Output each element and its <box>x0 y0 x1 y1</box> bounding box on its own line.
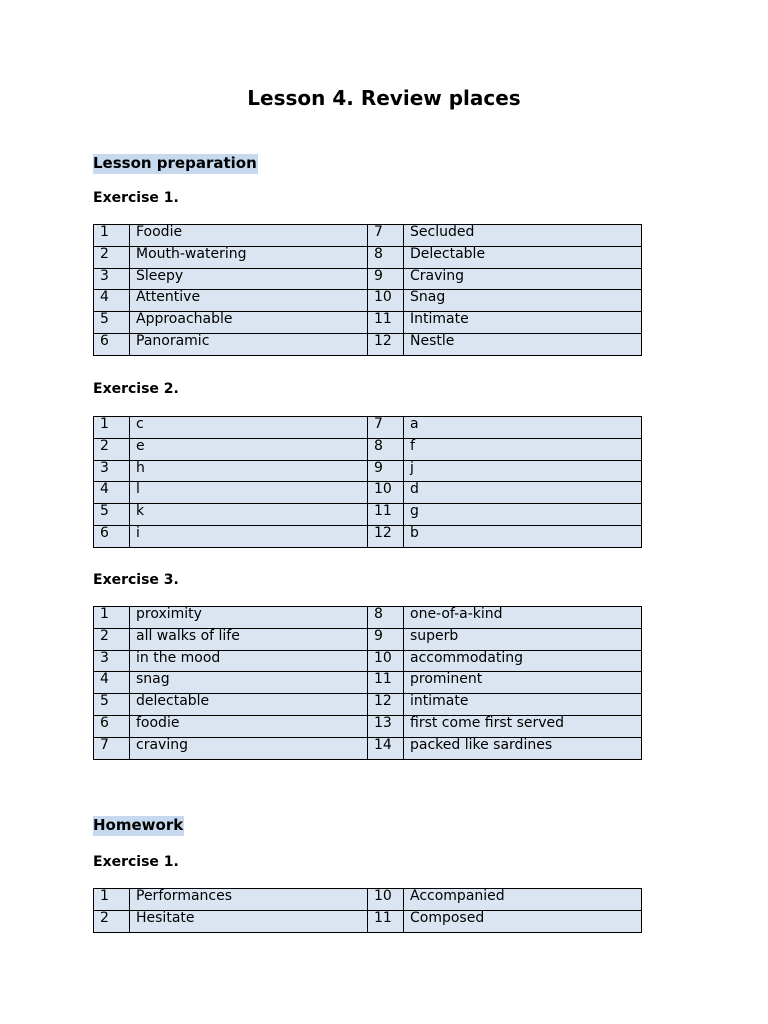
table-row <box>94 333 642 355</box>
exercise-heading: Exercise 2. <box>93 381 179 397</box>
item-number: 2 <box>94 628 130 650</box>
table-row <box>94 225 642 247</box>
item-number: 1 <box>94 607 130 629</box>
item-answer: Attentive <box>130 290 368 312</box>
item-answer: packed like sardines <box>404 737 642 759</box>
table-row <box>94 650 642 672</box>
table-row <box>94 889 642 911</box>
item-answer: l <box>130 482 368 504</box>
table-row <box>94 438 642 460</box>
item-answer: Nestle <box>404 333 642 355</box>
item-answer: Accompanied <box>404 889 642 911</box>
table-row <box>94 482 642 504</box>
item-answer: all walks of life <box>130 628 368 650</box>
item-number: 11 <box>368 910 404 932</box>
item-number: 4 <box>94 290 130 312</box>
table-row <box>94 715 642 737</box>
item-number: 2 <box>94 246 130 268</box>
item-answer: one-of-a-kind <box>404 607 642 629</box>
item-answer: proximity <box>130 607 368 629</box>
table-row <box>94 607 642 629</box>
table-row <box>94 628 642 650</box>
item-answer: Hesitate <box>130 910 368 932</box>
item-answer: e <box>130 438 368 460</box>
item-number: 2 <box>94 438 130 460</box>
item-number: 8 <box>368 607 404 629</box>
item-answer: snag <box>130 672 368 694</box>
item-answer: first come first served <box>404 715 642 737</box>
table-row <box>94 312 642 334</box>
item-number: 6 <box>94 333 130 355</box>
item-number: 2 <box>94 910 130 932</box>
item-answer: Sleepy <box>130 268 368 290</box>
item-number: 8 <box>368 438 404 460</box>
item-answer: accommodating <box>404 650 642 672</box>
item-answer: h <box>130 460 368 482</box>
item-answer: prominent <box>404 672 642 694</box>
item-number: 9 <box>368 268 404 290</box>
answer-table <box>93 416 642 548</box>
item-number: 9 <box>368 628 404 650</box>
item-answer: Approachable <box>130 312 368 334</box>
answer-table <box>93 606 642 760</box>
item-answer: Panoramic <box>130 333 368 355</box>
item-answer: Composed <box>404 910 642 932</box>
item-answer: d <box>404 482 642 504</box>
item-number: 4 <box>94 482 130 504</box>
item-number: 14 <box>368 737 404 759</box>
answer-table <box>93 224 642 356</box>
table-row <box>94 290 642 312</box>
item-number: 12 <box>368 525 404 547</box>
item-number: 7 <box>94 737 130 759</box>
item-number: 3 <box>94 650 130 672</box>
table-row <box>94 672 642 694</box>
item-answer: f <box>404 438 642 460</box>
item-number: 6 <box>94 715 130 737</box>
item-number: 1 <box>94 417 130 439</box>
item-number: 9 <box>368 460 404 482</box>
item-number: 10 <box>368 290 404 312</box>
item-number: 12 <box>368 694 404 716</box>
table-row <box>94 737 642 759</box>
item-answer: intimate <box>404 694 642 716</box>
table-row <box>94 910 642 932</box>
item-answer: i <box>130 525 368 547</box>
table-row <box>94 460 642 482</box>
item-number: 11 <box>368 504 404 526</box>
item-number: 5 <box>94 504 130 526</box>
section-heading-lesson-preparation: Lesson preparation <box>93 154 257 172</box>
item-number: 13 <box>368 715 404 737</box>
item-number: 5 <box>94 312 130 334</box>
table-row <box>94 694 642 716</box>
item-number: 7 <box>368 417 404 439</box>
item-answer: Snag <box>404 290 642 312</box>
item-answer: Foodie <box>130 225 368 247</box>
item-number: 12 <box>368 333 404 355</box>
exercise-heading: Exercise 1. <box>93 854 179 870</box>
page-title: Lesson 4. Review places <box>247 86 521 110</box>
item-number: 3 <box>94 460 130 482</box>
item-answer: g <box>404 504 642 526</box>
item-answer: a <box>404 417 642 439</box>
item-number: 10 <box>368 889 404 911</box>
item-number: 5 <box>94 694 130 716</box>
item-number: 1 <box>94 889 130 911</box>
table-row <box>94 246 642 268</box>
table-row <box>94 525 642 547</box>
item-answer: k <box>130 504 368 526</box>
item-answer: foodie <box>130 715 368 737</box>
section-heading-homework: Homework <box>93 816 184 834</box>
exercise-heading: Exercise 3. <box>93 572 179 588</box>
item-number: 8 <box>368 246 404 268</box>
item-answer: Mouth-watering <box>130 246 368 268</box>
item-answer: c <box>130 417 368 439</box>
item-answer: Craving <box>404 268 642 290</box>
item-number: 10 <box>368 482 404 504</box>
item-answer: Performances <box>130 889 368 911</box>
item-answer: b <box>404 525 642 547</box>
item-answer: craving <box>130 737 368 759</box>
item-number: 7 <box>368 225 404 247</box>
item-answer: delectable <box>130 694 368 716</box>
item-number: 10 <box>368 650 404 672</box>
item-number: 1 <box>94 225 130 247</box>
item-answer: superb <box>404 628 642 650</box>
item-number: 11 <box>368 312 404 334</box>
item-answer: Delectable <box>404 246 642 268</box>
item-number: 11 <box>368 672 404 694</box>
table-row <box>94 504 642 526</box>
item-answer: Secluded <box>404 225 642 247</box>
item-number: 6 <box>94 525 130 547</box>
item-answer: j <box>404 460 642 482</box>
answer-table <box>93 888 642 933</box>
item-number: 3 <box>94 268 130 290</box>
table-row <box>94 417 642 439</box>
item-answer: in the mood <box>130 650 368 672</box>
exercise-heading: Exercise 1. <box>93 190 179 206</box>
item-answer: Intimate <box>404 312 642 334</box>
table-row <box>94 268 642 290</box>
item-number: 4 <box>94 672 130 694</box>
